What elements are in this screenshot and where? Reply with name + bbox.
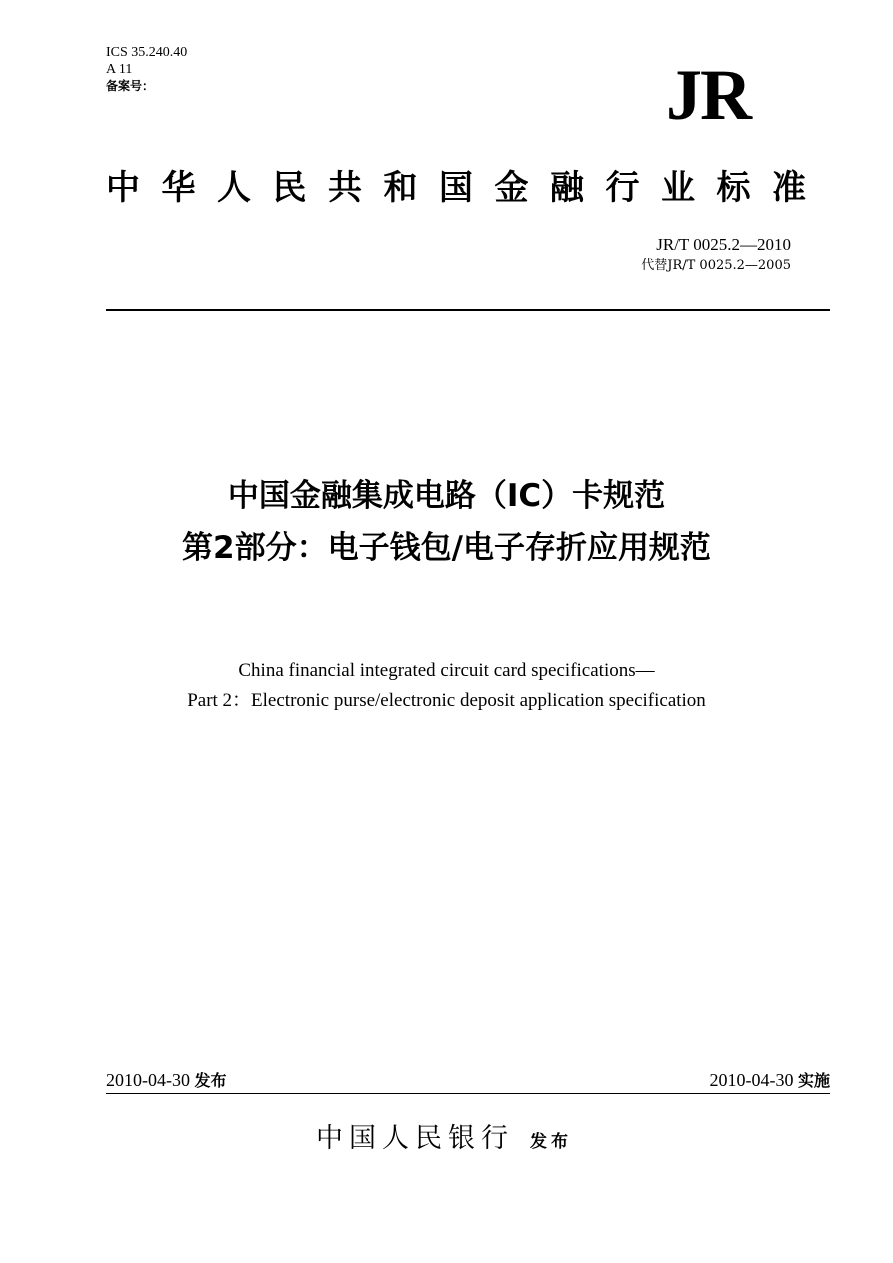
jr-logo: JR: [666, 55, 750, 135]
implement-date-value: 2010-04-30: [709, 1070, 794, 1090]
publish-label: 发布: [194, 1071, 227, 1090]
issuer-line: [316, 1116, 572, 1155]
ccs-code: A 11: [106, 62, 133, 77]
chinese-title-line-2: 第2部分：电子钱包/电子存折应用规范: [182, 530, 711, 566]
chinese-title-line-1: 中国金融集成电路（IC）卡规范: [227, 478, 666, 514]
chinese-title: [0, 470, 893, 574]
issuer-organization: 中国人民银行: [316, 1123, 514, 1154]
standard-number-block: [641, 234, 791, 276]
top-divider: [106, 309, 830, 311]
standard-number: JR/T 0025.2—2010: [656, 235, 791, 254]
replaces-standard: 代替JR/T 0025.2—2005: [641, 258, 791, 273]
record-number-label: 备案号：: [106, 79, 155, 93]
implement-label: 实施: [797, 1071, 830, 1090]
english-title-line-2: Part 2：Electronic purse/electronic deposit application specification: [187, 690, 706, 711]
standard-category-title: 中华人民共和国金融行业标准: [106, 168, 828, 208]
publish-date: [106, 1068, 227, 1093]
publish-date-value: 2010-04-30: [106, 1070, 190, 1090]
ics-code: ICS 35.240.40: [106, 45, 188, 60]
issuer-action: 发布: [530, 1132, 572, 1152]
english-title-line-1: China financial integrated circuit card specifications—: [238, 660, 655, 681]
implement-date: [709, 1068, 830, 1093]
classification-block: [106, 44, 187, 95]
english-title: [0, 656, 893, 716]
bottom-divider: [106, 1093, 830, 1094]
